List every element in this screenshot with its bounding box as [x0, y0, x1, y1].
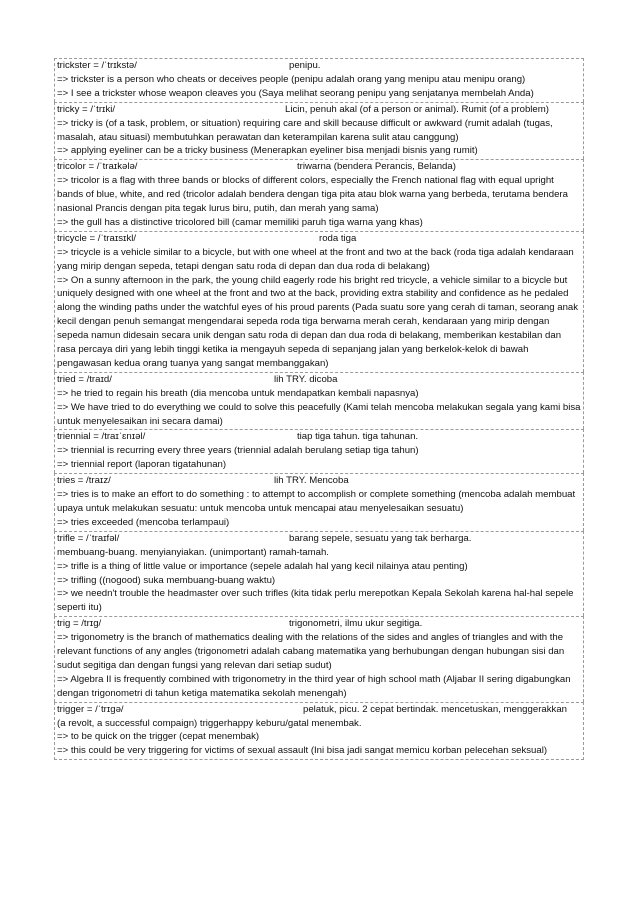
entry-line: => trifling ((nogood) suka membuang-buang waktu): [57, 574, 276, 586]
dictionary-entry: [54, 102, 584, 160]
entry-line: => tricky is (of a task, problem, or situation) requiring care and skill because difficult or awkward (rumit adalah (tugas, masalah, atau situasi) membutuhkan perawatan dan keterampilan karena sulit atau canggung): [57, 117, 553, 143]
entry-headline: [57, 59, 582, 73]
dictionary-entry: [54, 231, 584, 372]
entry-translation: tiap tiga tahun. tiga tahunan.: [297, 431, 419, 443]
entry-line: => trickster is a person who cheats or deceives people (penipu adalah orang yang menipu atau menipu orang): [57, 73, 526, 85]
dictionary-entry: [54, 429, 584, 473]
entry-headline: [57, 103, 582, 117]
entry-line: => he tried to regain his breath (dia mencoba untuk mendapatkan kembali napasnya): [57, 387, 419, 399]
entry-translation: penipu.: [289, 60, 321, 71]
entry-headword: tried = /traɪd/: [57, 373, 112, 385]
dictionary-entry: [54, 531, 584, 616]
entry-line: => tries is to make an effort to do something : to attempt to accomplish or complete something (mencoba adalah membuat upaya untuk melakukan sesuatu: untuk mencoba untuk mencapai atau menyelesaikan sesuatu): [57, 489, 576, 514]
dictionary-entry: [54, 702, 584, 761]
dictionary-entry: [54, 372, 584, 430]
entry-line: => trifle is a thing of little value or importance (sepele adalah hal yang kecil nilainya atau penting): [57, 560, 468, 572]
dictionary-entry: [54, 58, 584, 102]
entry-translation: Licin, penuh akal (of a person or animal). Rumit (of a problem): [285, 103, 549, 115]
dictionary-entry: [54, 616, 584, 701]
entry-headline: [57, 430, 582, 444]
entry-headline: [57, 617, 582, 631]
entry-line: => tricolor is a flag with three bands or blocks of different colors, especially the French national flag with equal upright bands of blue, white, and red (tricolor adalah bendera dengan tiga pita atau blok warna yang berbeda, terutama bendera nasional Prancis dengan pita tegak lurus biru, putih, dan merah yang sama): [57, 175, 568, 215]
entry-line: => applying eyeliner can be a tricky business (Menerapkan eyeliner bisa menjadi bisnis yang rumit): [57, 145, 478, 157]
entry-headword: tries = /traɪz/: [57, 475, 111, 487]
dictionary-entry: [54, 473, 584, 531]
entry-headline: [57, 703, 582, 717]
entry-headword: tricky = /ˈtrɪki/: [57, 103, 116, 115]
entry-headword: tricolor = /ˈtraɪkələ/: [57, 161, 138, 173]
entry-headword: tricycle = /ˈtraɪsɪkl/: [57, 232, 137, 244]
entry-translation: triwarna (bendera Perancis, Belanda): [297, 161, 456, 173]
entry-line: => the gull has a distinctive tricolored bill (camar memiliki paruh tiga warna yang khas): [57, 216, 423, 228]
entry-headword: trigger = /ˈtrɪɡə/: [57, 703, 124, 715]
entry-headline: [57, 160, 582, 174]
entry-line: => trigonometry is the branch of mathematics dealing with the relations of the sides and angles of triangles and with the relevant functions of any angles (trigonometri adalah cabang matematika yang berhubungan dengan hubungan sisi dan sudut segitiga dan dengan fungsi yang relevan dari setiap sudut): [57, 632, 565, 671]
entry-line: => On a sunny afternoon in the park, the young child eagerly rode his bright red tricycle, a vehicle similar to a bicycle but uniquely designed with one wheel at the front and two at the back, providing extra stability and confidence as he pedaled along the winding paths under the watchful eyes of his proud parents (Pada suatu sore yang cerah di taman, seorang anak kecil dengan penuh semangat mengendarai sepeda roda tiga berwarna merah cerah, kendaraan yang mirip dengan sepeda namun didesain secara unik dengan satu roda di depan dan dua roda di belakang, memberikan kestabilan dan rasa percaya diri yang lebih tinggi ketika ia mengayuh sepeda di sepanjang jalan yang berkelok-kelok di bawah pengawasan kedua orang tuanya yang sangat membanggakan): [57, 274, 579, 369]
entry-headword: trifle = /ˈtraɪfəl/: [57, 532, 120, 544]
entry-translation: pelatuk, picu. 2 cepat bertindak. mencetuskan, menggerakkan: [303, 703, 567, 715]
entry-headline: [57, 373, 582, 387]
entry-line: => Algebra II is frequently combined with trigonometry in the third year of high school math (Aljabar II sering digabungkan dengan trigonometri di tahun ketiga matematika sekolah menengah): [57, 673, 571, 699]
entry-line: => we needn't trouble the headmaster over such trifles (kita tidak perlu merepotkan Kepala Sekolah karena hal-hal sepele seperti itu): [57, 588, 574, 614]
entry-line: => this could be very triggering for victims of sexual assault (Ini bisa jadi sangat memicu korban pelecehan seksual): [57, 745, 548, 757]
entry-translation: barang sepele, sesuatu yang tak berharga.: [289, 532, 472, 544]
entry-translation: lih TRY. dicoba: [274, 373, 338, 385]
entry-line: => to be quick on the trigger (cepat menembak): [57, 731, 260, 743]
dictionary-entry: [54, 159, 584, 231]
entry-headword: trig = /trɪɡ/: [57, 618, 102, 630]
entry-headword: trickster = /ˈtrɪkstə/: [57, 60, 137, 71]
dictionary-document: [54, 58, 584, 760]
entry-line: => We have tried to do everything we could to solve this peacefully (Kami telah mencoba melakukan segala yang kami bisa untuk menyelesaikan ini secara damai): [57, 401, 581, 427]
entry-headline: [57, 232, 582, 246]
entry-line: => tricycle is a vehicle similar to a bicycle, but with one wheel at the front and two at the back (roda tiga adalah kendaraan yang mirip dengan sepeda, tetapi dengan satu roda di depan dan dua roda di belakang): [57, 246, 574, 272]
entry-translation: trigonometri, ilmu ukur segitiga.: [289, 618, 423, 630]
entry-line: membuang-buang. menyianyiakan. (unimportant) ramah-tamah.: [57, 546, 329, 558]
entry-line: => I see a trickster whose weapon cleaves you (Saya melihat seorang penipu yang senjatanya membelah Anda): [57, 87, 534, 99]
entry-headword: triennial = /traɪˈɛnɪəl/: [57, 431, 146, 443]
entry-headline: [57, 474, 582, 488]
entry-line: => triennial is recurring every three years (triennial adalah berulang setiap tiga tahun): [57, 445, 419, 457]
entry-line: (a revolt, a successful compaign) triggerhappy keburu/gatal menembak.: [57, 717, 362, 729]
entry-translation: roda tiga: [319, 232, 357, 244]
entry-line: => tries exceeded (mencoba terlampaui): [57, 516, 230, 528]
entry-headline: [57, 532, 582, 546]
entry-translation: lih TRY. Mencoba: [274, 475, 349, 487]
entry-line: => triennial report (laporan tigatahunan): [57, 459, 227, 471]
